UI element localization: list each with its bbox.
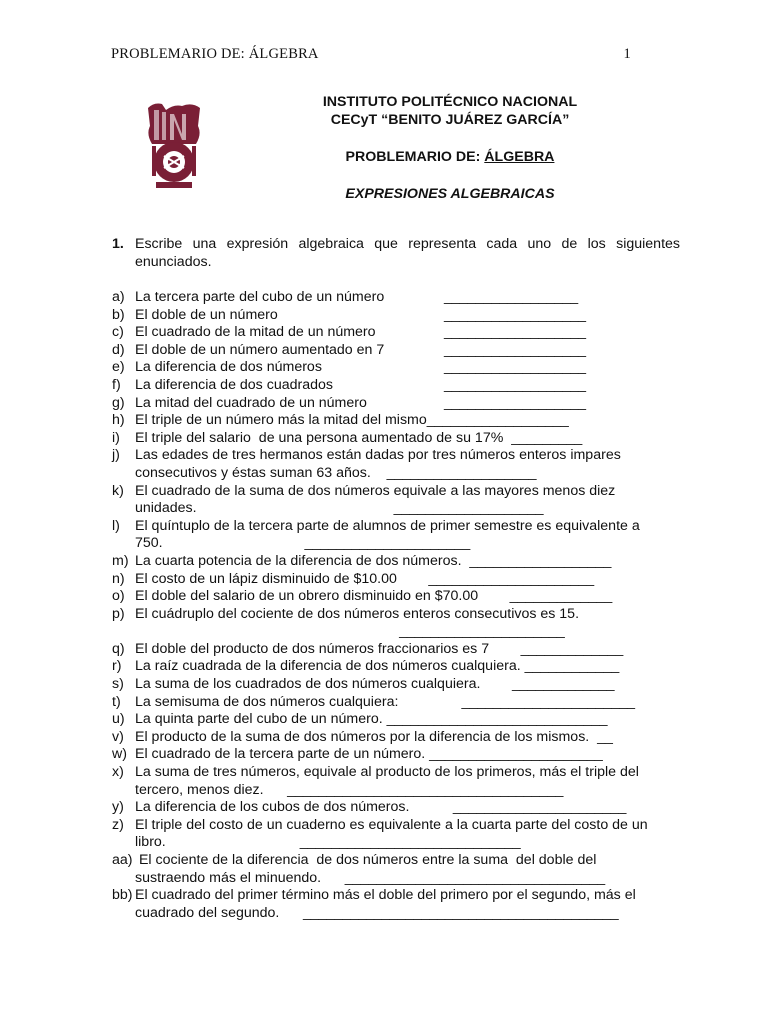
item-label: s)	[112, 676, 124, 693]
item-label: k)	[112, 482, 124, 499]
topic-title: EXPRESIONES ALGEBRAICAS	[345, 186, 555, 202]
item-label: x)	[112, 764, 124, 781]
item-text: La suma de los cuadrados de dos números cualquiera. _____________	[135, 676, 615, 693]
item-label: a)	[112, 289, 125, 305]
list-item	[112, 571, 680, 589]
item-label: aa)	[112, 852, 133, 868]
item-text: La cuarta potencia de la diferencia de dos números. __________________	[135, 552, 612, 569]
item-label: w)	[112, 746, 127, 763]
item-text-continuation: cuadrado del segundo. ________________________________________	[135, 904, 619, 921]
item-label: e)	[112, 359, 125, 376]
list-item	[112, 412, 680, 430]
item-text-continuation: sustraendo más el minuendo. _________________________________	[135, 869, 606, 886]
list-item	[112, 430, 680, 448]
problemario-title	[300, 148, 600, 166]
list-item	[112, 588, 680, 606]
item-label: f)	[112, 376, 121, 393]
item-label: b)	[112, 306, 125, 323]
ipn-logo	[144, 100, 204, 192]
item-label: q)	[112, 640, 125, 657]
list-item	[112, 641, 680, 659]
page-number: 1	[623, 46, 631, 62]
item-text: La semisuma de dos números cualquiera: ______________________	[135, 693, 636, 710]
list-item	[112, 359, 680, 377]
list-item	[112, 483, 680, 518]
item-label: d)	[112, 341, 125, 358]
list-item	[112, 606, 680, 641]
item-text: El triple del salario de una persona aumentado de su 17% _________	[135, 429, 583, 446]
school-title: CECyT “BENITO JUÁREZ GARCÍA”	[330, 112, 570, 128]
item-text: La diferencia de los cubos de dos números. ______________________	[135, 799, 627, 816]
item-text: La quinta parte del cubo de un número. ____________________________	[135, 711, 608, 728]
answer-blank: __________________	[444, 306, 587, 323]
list-item	[112, 764, 680, 799]
item-text: El doble de un número	[135, 306, 278, 323]
list-item	[112, 694, 680, 712]
item-text-continuation: _____________________	[135, 623, 565, 640]
item-label: z)	[112, 816, 124, 833]
item-label: h)	[112, 412, 125, 429]
item-text: El triple del costo de un cuaderno es equivalente a la cuarta parte del costo de un	[135, 816, 648, 833]
problemario-subject: ÁLGEBRA	[484, 149, 555, 165]
item-text: El doble del salario de un obrero disminuido en $70.00 _____________	[135, 588, 613, 605]
item-label: p)	[112, 605, 125, 622]
item-label: v)	[112, 728, 124, 745]
question-text: Escribe una expresión algebraica que representa cada uno de los siguientes enunciados.	[135, 236, 680, 270]
list-item	[112, 447, 680, 482]
running-header-title: PROBLEMARIO DE: ÁLGEBRA	[111, 46, 319, 62]
item-label: g)	[112, 394, 125, 411]
institution-title: INSTITUTO POLITÉCNICO NACIONAL	[322, 94, 578, 110]
list-item	[112, 324, 680, 342]
list-item	[112, 711, 680, 729]
item-label: c)	[112, 324, 124, 341]
item-label: n)	[112, 570, 125, 587]
list-item	[112, 289, 680, 307]
item-text-continuation: 750. _____________________	[135, 535, 471, 552]
item-text: El producto de la suma de dos números por la diferencia de los mismos. __	[135, 728, 613, 745]
answer-blank: __________________	[444, 359, 587, 376]
item-label: bb)	[112, 887, 133, 904]
item-text: El cociente de la diferencia de dos números entre la suma del doble del	[135, 852, 597, 868]
item-label: j)	[112, 447, 120, 464]
list-item	[112, 395, 680, 413]
item-text: El cuádruplo del cociente de dos números enteros consecutivos es 15.	[135, 605, 580, 622]
list-item	[112, 342, 680, 360]
item-label: r)	[112, 658, 122, 675]
answer-blank: _________________	[444, 289, 579, 305]
answer-blank: __________________	[444, 376, 587, 393]
item-label: y)	[112, 799, 124, 816]
answer-blank: __________________	[444, 324, 587, 341]
item-text-continuation: libro. ____________________________	[135, 834, 521, 851]
list-item	[112, 817, 680, 852]
item-text: La raíz cuadrada de la diferencia de dos números cualquiera. ____________	[135, 658, 620, 675]
item-text: La suma de tres números, equivale al producto de los primeros, más el triple del	[135, 764, 639, 781]
answer-blank: __________________	[444, 341, 587, 358]
item-text: La diferencia de dos cuadrados	[135, 376, 333, 393]
item-label: l)	[112, 517, 120, 534]
problemario-prefix: PROBLEMARIO DE:	[345, 149, 485, 165]
question-1	[112, 235, 680, 271]
item-text: El quíntuplo de la tercera parte de alumnos de primer semestre es equivalente a	[135, 517, 640, 534]
exercise-list	[112, 289, 680, 922]
item-label: i)	[112, 429, 120, 446]
ipn-logo-icon	[144, 100, 204, 192]
list-item	[112, 799, 680, 817]
list-item	[112, 553, 680, 571]
list-item	[112, 852, 680, 887]
list-item	[112, 518, 680, 553]
item-text: El cuadrado del primer término más el doble del primero por el segundo, más el	[135, 887, 636, 904]
list-item	[112, 676, 680, 694]
item-label: o)	[112, 588, 125, 605]
item-text: La mitad del cuadrado de un número	[135, 394, 367, 411]
item-text: El doble de un número aumentado en 7	[135, 341, 385, 358]
list-item	[112, 658, 680, 676]
list-item	[112, 377, 680, 395]
item-label: t)	[112, 693, 121, 710]
question-number: 1.	[112, 236, 124, 252]
running-header	[111, 46, 631, 66]
item-text: El costo de un lápiz disminuido de $10.00 _____________________	[135, 570, 595, 587]
list-item	[112, 887, 680, 922]
item-text: El doble del producto de dos números fraccionarios es 7 _____________	[135, 640, 624, 657]
item-text-continuation: unidades. ___________________	[135, 500, 544, 517]
item-text-continuation: tercero, menos diez. ___________________________________	[135, 781, 564, 798]
document-titles	[300, 93, 600, 203]
item-text: La tercera parte del cubo de un número	[135, 289, 385, 305]
item-text: La diferencia de dos números	[135, 359, 322, 376]
item-label: m)	[112, 552, 129, 569]
list-item	[112, 729, 680, 747]
list-item	[112, 746, 680, 764]
item-text: El cuadrado de la suma de dos números equivale a las mayores menos diez	[135, 482, 616, 499]
item-text-continuation: consecutivos y éstas suman 63 años. ___________________	[135, 464, 537, 481]
item-text: El triple de un número más la mitad del mismo__________________	[135, 412, 569, 429]
list-item	[112, 307, 680, 325]
item-label: u)	[112, 711, 125, 728]
item-text: Las edades de tres hermanos están dadas por tres números enteros impares	[135, 447, 621, 464]
exercise-content	[112, 235, 680, 922]
item-text: El cuadrado de la tercera parte de un número. ______________________	[135, 746, 603, 763]
answer-blank: __________________	[444, 394, 587, 411]
item-text: El cuadrado de la mitad de un número	[135, 324, 376, 341]
